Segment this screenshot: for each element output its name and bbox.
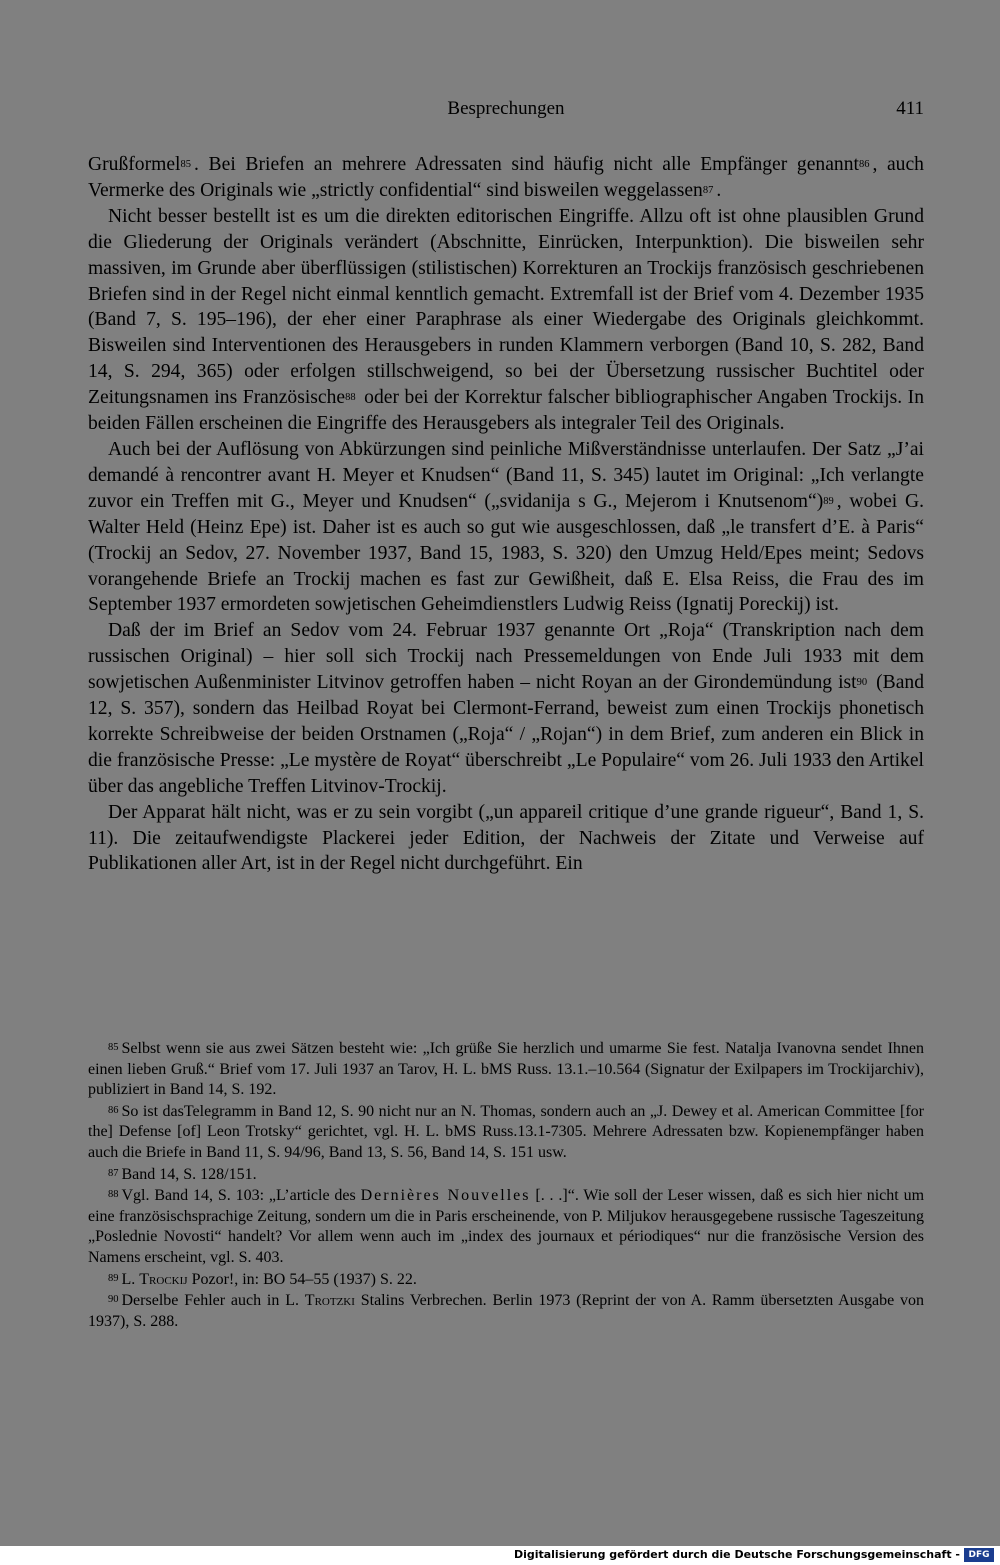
text-run: Daß der im Brief an Sedov vom 24. Februar 1937 genannte Ort „Roja“ (Transkription nach dem russischen Original) – hier soll sich Trockij nach Pressemeldungen von Ende Juli 1933 mit dem sowjetischen Außenminister Litvinov getroffen haben – nicht Royan an der Girondemündung ist (88, 620, 924, 694)
footnote-text: Selbst wenn sie aus zwei Sätzen besteht wie: „Ich grüße Sie herzlich und umarme Sie fest. Natalja Ivanovna sendet Ihnen einen lieben Gruß.“ Brief vom 17. Juli 1937 an Tarov, H. L. bMS Russ. 13.1.–10.564 (Signatur der Exilpapers im Trockijarchiv), publiziert in Band 14, S. 192. (88, 1040, 924, 1099)
text-run: Auch bei der Auflösung von Abkürzungen sind peinliche Mißverständnisse unterlaufen. Der Satz „J’ai demandé à rencontrer avant H. Meyer et Knudsen“ (Band 11, S. 345) lautet im Original: „Ich verlangte zuvor ein Treffen mit G., Meyer und Knudsen“ („svidanija s G., Mejerom i Knutsenom“) (88, 438, 924, 512)
footnote-number: 87 (108, 1167, 119, 1179)
footnote-number: 88 (108, 1189, 119, 1201)
footnote-86 (88, 1101, 924, 1164)
footnote-text: So ist dasTelegramm in Band 12, S. 90 nicht nur an N. Thomas, sondern auch an „J. Dewey et al. American Committee [for the] Defense [of] Leon Trotsky“ gerichtet, vgl. H. L. bMS Russ.13.1-7305. Mehrere Adressaten bzw. Kopienempfänger haben auch die Briefe in Band 11, S. 94/96, Band 13, S. 56, Band 14, S. 151 usw. (88, 1102, 924, 1161)
footnote-text: Derselbe Fehler auch in L. (121, 1292, 305, 1310)
footnote-text: [. . .]“. Wie soll der Leser wissen, daß es sich hier nicht um eine französischsprachige Zeitung, sondern um die in Paris erscheinende, von P. Miljukov herausgegebene russische Tageszeitung „Poslednie Novosti“ handelt? Vor allem wenn auch im „index des journaux et périodiques“ nur die französische Version des Namens erscheint, vgl. S. 403. (88, 1187, 925, 1266)
text-run: . (716, 179, 722, 201)
newspaper-title: Dernières Nouvelles (360, 1187, 531, 1205)
paragraph-5: Der Apparat hält nicht, was er zu sein vorgibt („un appareil critique d’une grande rigueur“, Band 1, S. 11). Die zeitaufwendigste Plackerei jeder Edition, der Nachweis der Zitate und Verweise auf Publikationen aller Art, ist in der Regel nicht durchgeführt. Ein (88, 801, 924, 875)
text-run: oder bei der Korrektur falscher bibliographischer Angaben Trockijs. In beiden Fällen erscheinen die Eingriffe des Herausgebers als integraler Teil des Originals. (88, 387, 924, 435)
funding-credit: Digitalisierung gefördert durch die Deutsche Forschungsgemeinschaft - (513, 1548, 960, 1561)
text-run: Grußformel (88, 154, 181, 175)
footnote-ref-86[interactable]: 86 (858, 159, 870, 170)
page-number: 411 (896, 98, 924, 119)
footnote-number: 85 (108, 1042, 119, 1053)
footnote-89 (88, 1269, 924, 1291)
footnote-ref-90[interactable]: 90 (856, 677, 868, 689)
text-run: , wobei G. Walter Held (Heinz Epe) ist. Daher ist es auch so gut wie ausgeschlossen, daß „le transfert d’E. à Paris“ (Trockij an Sedov, 27. November 1937, Band 15, 1983, S. 320) den Umzug Held/Epes meint; Sedovs vorangehende Briefe an Trockij machen es fast zur Gewißheit, daß E. Elsa Reiss, die Frau des im September 1937 ermordeten sowjetischen Geheimdienstlers Ludwig Reiss (Ignatij Poreckij) ist. (88, 490, 924, 616)
body-text (88, 152, 924, 877)
paragraph-2 (88, 204, 924, 437)
paragraph-3 (88, 437, 924, 618)
footnote-90 (88, 1290, 924, 1332)
paragraph-1 (88, 152, 924, 204)
text-run: , auch Vermerke des Originals wie „strictly confidential“ sind bisweilen weggelassen (88, 154, 924, 201)
running-head (88, 98, 924, 128)
footnote-text: Pozor!, in: BO 54–55 (1937) S. 22. (187, 1270, 417, 1288)
footnote-number: 89 (108, 1272, 119, 1284)
paragraph-4 (88, 618, 924, 799)
footnote-number: 90 (108, 1294, 119, 1306)
dfg-logo: DFG (964, 1548, 994, 1562)
footnotes (88, 1038, 924, 1332)
author-name: Trotzki (304, 1292, 355, 1310)
footnote-88 (88, 1185, 924, 1268)
digitization-footer (0, 1546, 1000, 1565)
footnote-ref-89[interactable]: 89 (823, 495, 834, 507)
author-initial: L. (121, 1270, 140, 1288)
footnote-number: 86 (108, 1104, 119, 1116)
footnote-ref-87[interactable]: 87 (702, 184, 714, 196)
footnote-87 (88, 1164, 924, 1186)
footnote-85 (88, 1038, 924, 1101)
footnote-text: Vgl. Band 14, S. 103: „L’article des (121, 1187, 361, 1205)
text-run: Nicht besser bestellt ist es um die direkten editorischen Eingriffe. Allzu oft ist ohne plausiblen Grund die Gliederung der Originals verändert (Abschnitte, Einrücken, Interpunktion). Die bisweilen sehr massiven, im Grunde aber überflüssigen (stilistischen) Korrekturen an Trockijs französisch geschriebenen Briefen sind in der Regel nicht einmal kenntlich gemacht. Extremfall ist der Brief vom 4. Dezember 1935 (Band 7, S. 195–196), der eher einer Paraphrase als einer Wiedergabe des Originals gleichkommt. Bisweilen sind Interventionen des Herausgebers in runden Klammern verborgen (Band 10, S. 282, Band 14, S. 294, 365) oder erfolgen stillschweigend, so bei der Übersetzung russischer Buchtitel oder Zeitungsnamen ins Französische (88, 205, 924, 409)
footnote-text: Band 14, S. 128/151. (121, 1165, 257, 1183)
running-title: Besprechungen (447, 98, 565, 119)
text-run: (Band 12, S. 357), sondern das Heilbad Royat bei Clermont-Ferrand, beweist zum einen Trockijs phonetisch korrekte Schreibweise der beiden Orstnamen („Roja“ / „Rojan“) in dem Brief, zum anderen ein Blick in die französische Presse: „Le mystère de Royat“ überschreibt „Le Populaire“ vom 26. Juli 1933 den Artikel über das angebliche Treffen Litvinov-Trockij. (88, 672, 924, 797)
author-name: Trockij (139, 1270, 188, 1288)
footnote-ref-88[interactable]: 88 (345, 392, 356, 404)
footnote-text: Stalins Verbrechen. Berlin 1973 (Reprint der von A. Ramm übersetzten Ausgabe von 1937), S. 288. (88, 1292, 924, 1330)
footnote-ref-85[interactable]: 85 (180, 159, 191, 170)
text-run: . Bei Briefen an mehrere Adressaten sind häufig nicht alle Empfänger genannt (194, 154, 859, 175)
